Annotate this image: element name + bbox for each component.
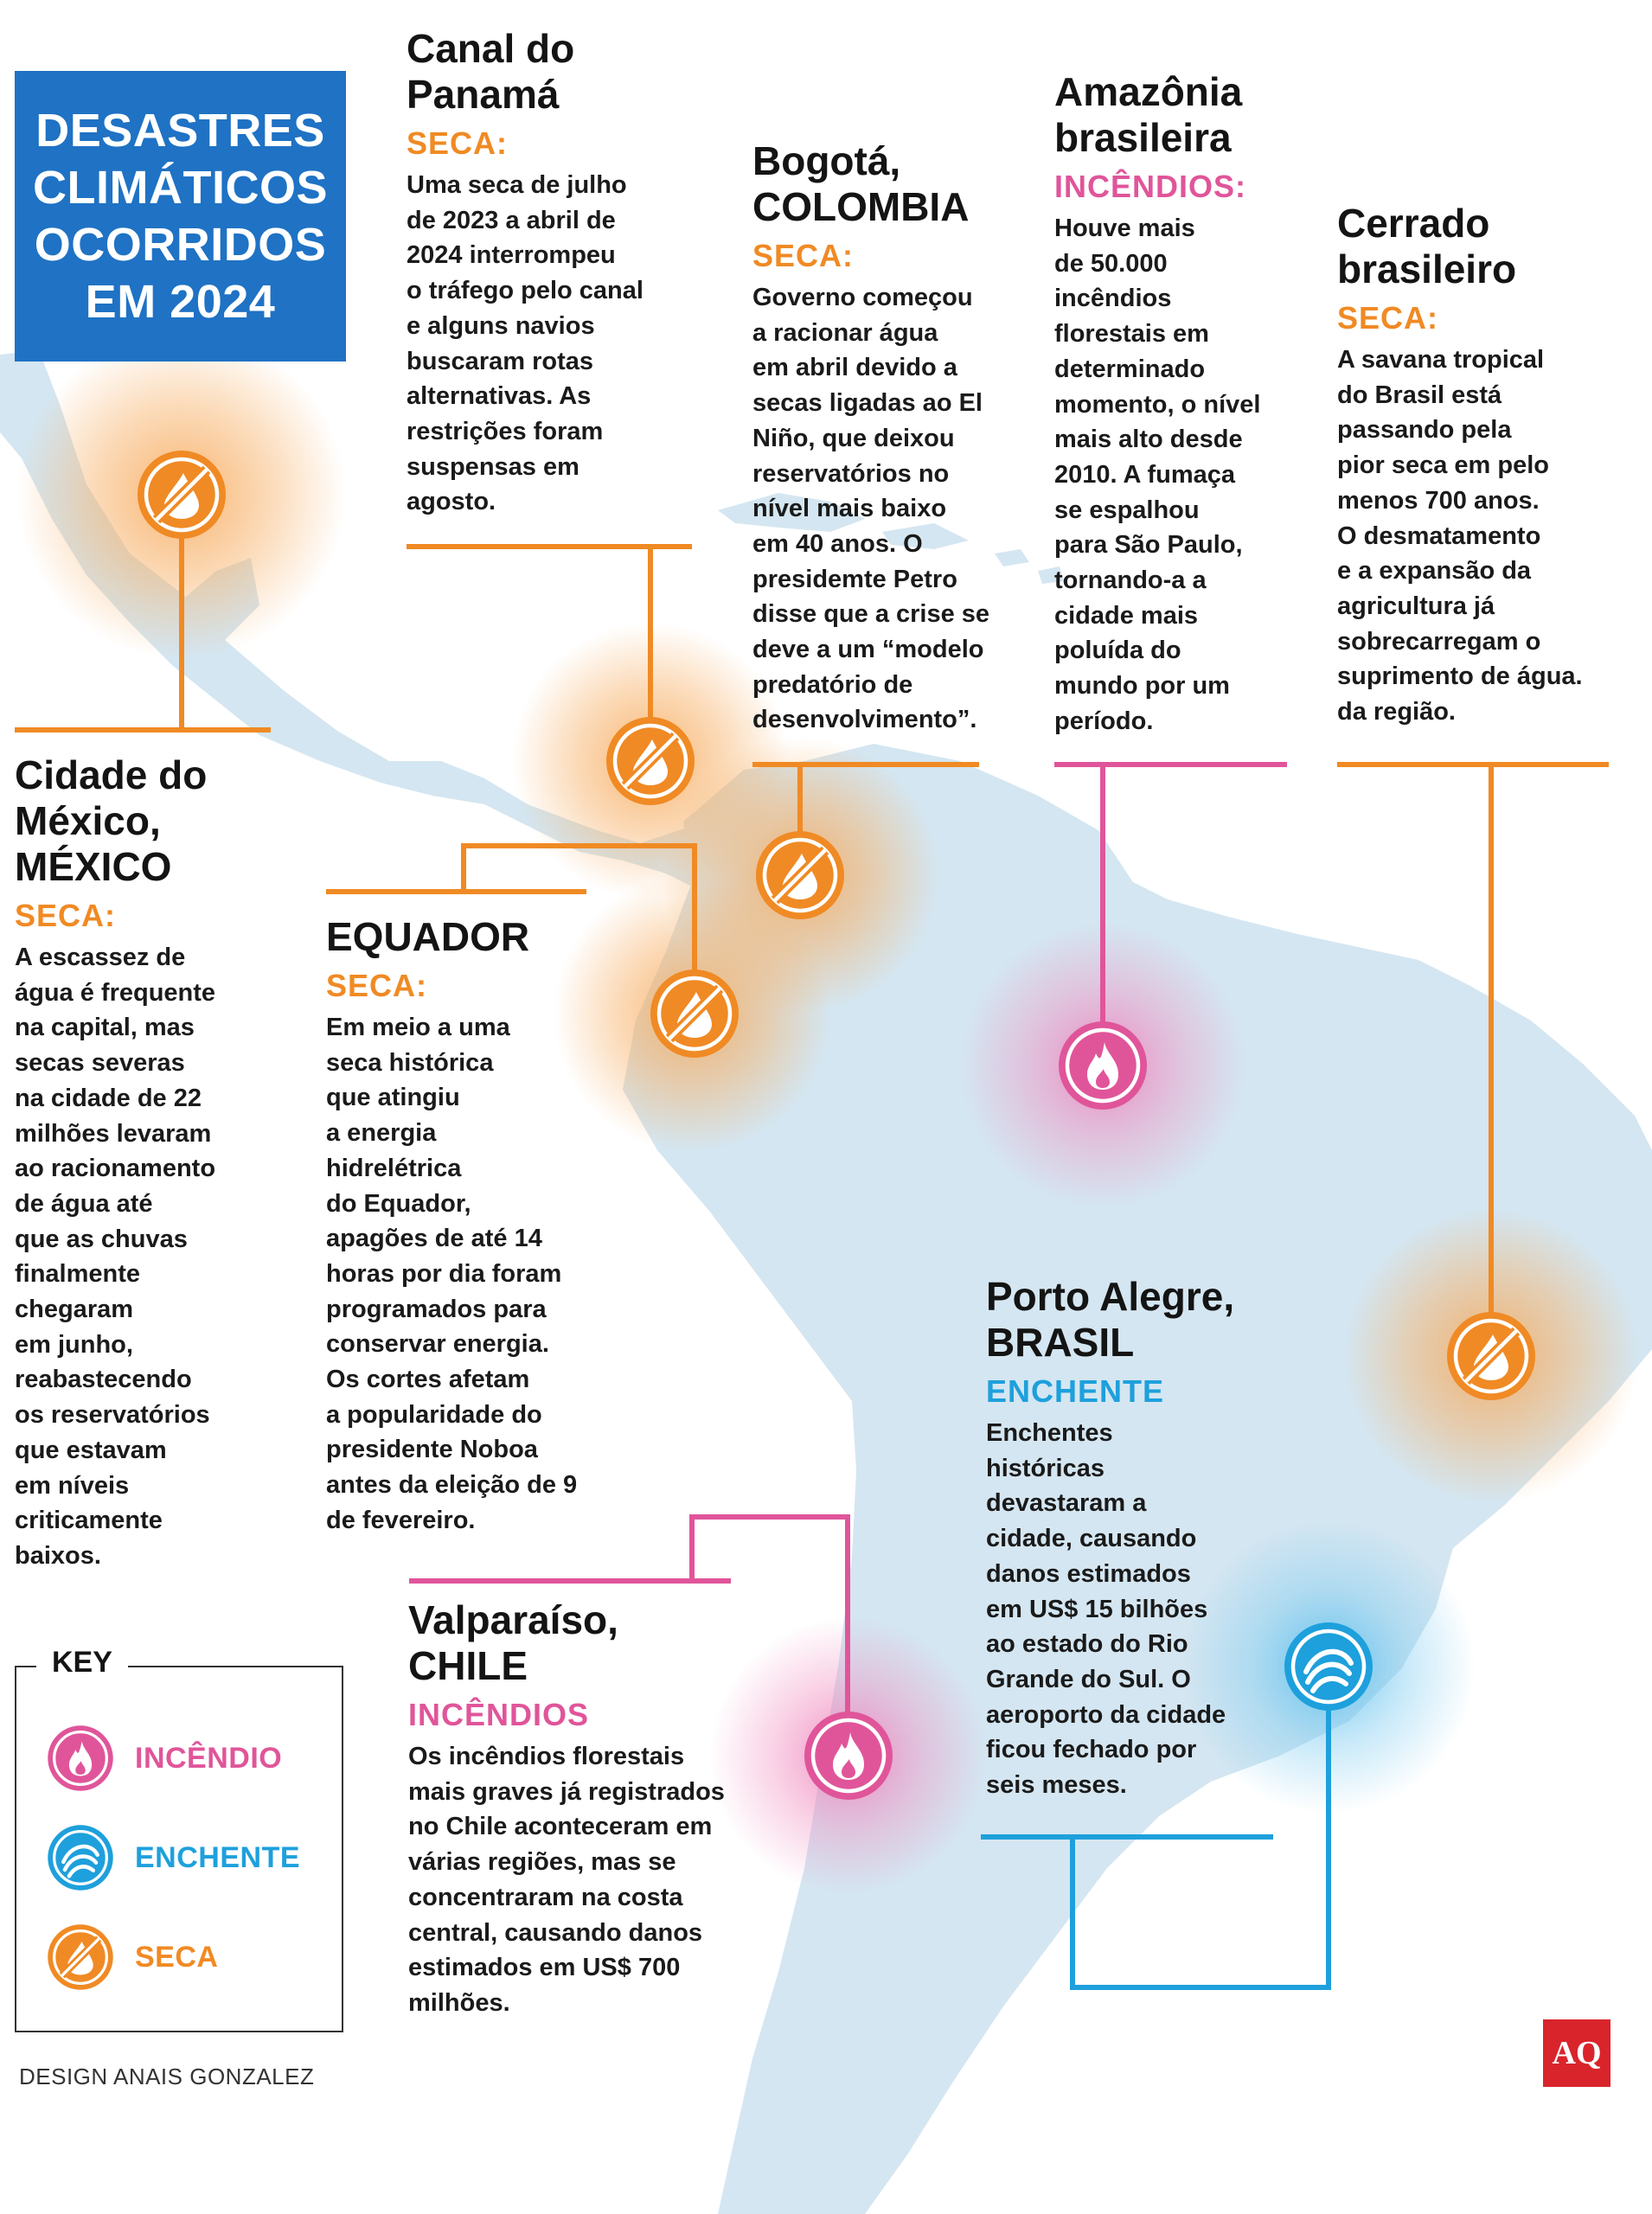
region-text: Governo começou a racionar água em abril devido a secas ligadas ao El Niño, que deixou reservatórios no nível mais baixo em 40 anos. O presidemte Petro disse que a crise se deve a um “modelo predatório de desenvolvimento”. [752,284,990,734]
region-place: Valparaíso, CHILE [408,1597,618,1688]
region-text: Uma seca de julho de 2023 a abril de 2024 interrompeu o tráfego pelo canal e alguns navios buscaram rotas alternativas. As restrições foram suspensas em agosto. [407,171,644,516]
region-place: Amazônia brasileira [1054,69,1243,160]
legend-label: SECA [135,1940,219,1974]
region-text: Em meio a uma seca histórica que atingiu a energia hidrelétrica do Equador, apagões de até 14 horas por dia foram programados para conservar energia. Os cortes afetam a popularidade do presidente Noboa antes da eleição de 9 de fevereiro. [326,1014,578,1534]
region-category: SECA: [752,238,855,273]
region-category: SECA: [15,898,117,933]
region-category: SECA: [407,125,509,161]
legend-item-seca [45,1922,218,1993]
region-block-valparaiso [408,1597,789,2021]
region-block-amazonia [1054,69,1314,739]
legend-item-enchente [45,1822,300,1893]
marker-mexico [138,451,226,539]
marker-amazonia [1059,1021,1147,1110]
region-place: Bogotá, COLOMBIA [752,138,970,229]
region-text: A savana tropical do Brasil está passando pela pior seca em pelo menos 700 anos. O desmatamento e a expansão da agricultura já sobrecarregam o suprimento de água. da região. [1337,346,1583,726]
incendio-icon [45,1723,116,1794]
region-text: Enchentes históricas devastaram a cidade, causando danos estimados em US$ 15 bilhões ao estado do Rio Grande do Sul. O aeroporto da cidade ficou fechado por seis meses. [986,1419,1226,1800]
region-block-equador [326,914,620,1539]
region-block-bogota [752,138,1029,738]
region-place: Cidade do México, MÉXICO [15,752,208,889]
region-category: ENCHENTE [986,1373,1165,1409]
legend-title: KEY [36,1641,128,1684]
aq-logo: AQ [1543,2019,1610,2087]
region-category: INCÊNDIOS [408,1697,590,1732]
marker-bogota [756,831,844,919]
marker-equador [650,969,739,1058]
region-text: Houve mais de 50.000 incêndios florestais em determinado momento, o nível mais alto desde 2010. A fumaça se espalhou para São Paulo, tornando-a a cidade mais poluída do mundo por um período. [1054,214,1261,735]
region-place: Porto Alegre, BRASIL [986,1274,1235,1365]
legend-item-incendio [45,1723,282,1794]
region-block-cerrado [1337,201,1631,730]
region-block-portoalegre [986,1274,1289,1803]
marker-portoalegre [1284,1622,1373,1711]
region-block-panama [407,26,701,520]
region-place: Canal do Panamá [407,26,575,117]
enchente-icon [45,1822,116,1893]
region-text: Os incêndios florestais mais graves já registrados no Chile aconteceram em várias regiões, mas se concentraram na costa central, causando danos estimados em US$ 700 milhões. [408,1743,725,2017]
region-text: A escassez de água é frequente na capital, mas secas severas na cidade de 22 milhões levaram ao racionamento de água até que as chuvas finalmente chegaram em junho, reabastecendo os reservatórios que estavam em níveis criticamente baixos. [15,944,216,1570]
region-place: Cerrado brasileiro [1337,201,1517,291]
legend-label: ENCHENTE [135,1840,301,1874]
region-place: EQUADOR [326,914,530,959]
seca-icon [45,1922,116,1993]
title-box [15,71,346,362]
design-credit: DESIGN ANAIS GONZALEZ [19,2064,315,2089]
region-category: INCÊNDIOS: [1054,169,1247,204]
legend-label: INCÊNDIO [135,1741,283,1775]
marker-cerrado [1447,1312,1535,1400]
region-category: SECA: [1337,300,1439,336]
marker-valparaiso [804,1712,893,1800]
region-block-mexico [15,752,274,1574]
region-category: SECA: [326,968,428,1003]
marker-panama [606,717,695,805]
page-title: DESASTRES CLIMÁTICOS OCORRIDOS EM 2024 [33,105,328,328]
